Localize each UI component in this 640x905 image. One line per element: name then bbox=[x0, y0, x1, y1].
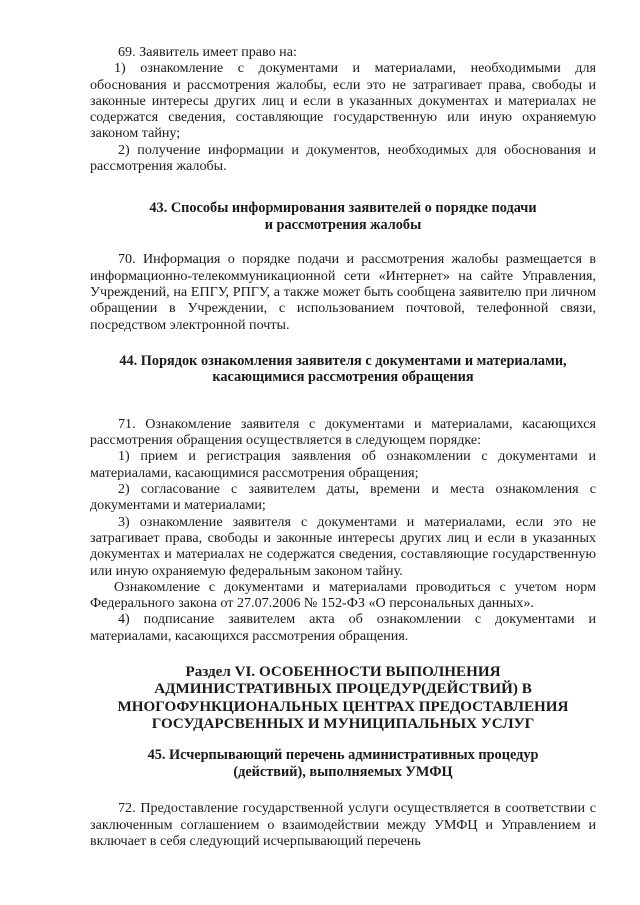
section-6-line-2: АДМИНИСТРАТИВНЫХ ПРОЦЕДУР(ДЕЙСТВИЙ) В bbox=[154, 681, 532, 698]
heading-44 bbox=[90, 353, 596, 386]
paragraph-71-item-4: 4) подписание заявителем акта об ознакомлении с документами и материалами, касающихся рассмотрения обращения. bbox=[90, 611, 596, 644]
paragraph-71-lead: 71. Ознакомление заявителя с документами и материалами, касающихся рассмотрения обращения осуществляется в следующем порядке: bbox=[90, 415, 596, 449]
paragraph-71-item-1: 1) прием и регистрация заявления об ознакомлении с документами и материалами, касающимися рассмотрения обращения; bbox=[90, 448, 596, 481]
heading-44-line-2: касающимися рассмотрения обращения bbox=[212, 369, 474, 386]
section-6-line-1: Раздел VI. ОСОБЕННОСТИ ВЫПОЛНЕНИЯ bbox=[185, 664, 501, 681]
paragraph-69-lead: 69. Заявитель имеет право на: bbox=[118, 44, 297, 60]
section-6-heading bbox=[90, 664, 596, 733]
heading-43-line-1: 43. Способы информирования заявителей о порядке подачи bbox=[149, 200, 537, 217]
heading-43 bbox=[90, 200, 596, 233]
paragraph-69-item-2: 2) получение информации и документов, необходимых для обоснования и рассмотрения жалобы. bbox=[90, 141, 596, 175]
heading-45 bbox=[90, 747, 596, 780]
paragraph-71-item-3: 3) ознакомление заявителя с документами и материалами, если это не затрагивает права, свободы и законные интересы других лиц и если в указанных документах и материалах не содержатся сведения, составляющие государственную или иную охраняемую федеральным законом тайну. bbox=[90, 513, 596, 579]
heading-45-line-1: 45. Исчерпывающий перечень административных процедур bbox=[147, 747, 539, 764]
heading-45-line-2: (действий), выполняемых УМФЦ bbox=[233, 763, 453, 780]
section-6-line-4: ГОСУДАРСВЕННЫХ И МУНИЦИПАЛЬНЫХ УСЛУГ bbox=[151, 715, 535, 732]
heading-43-line-2: и рассмотрения жалобы bbox=[264, 216, 422, 233]
document-body bbox=[90, 44, 596, 849]
heading-44-line-1: 44. Порядок ознакомления заявителя с документами и материалами, bbox=[119, 352, 567, 369]
paragraph-70: 70. Информация о порядке подачи и рассмотрения жалобы размещается в информационно-телекоммуникационной сети «Интернет» на сайте Управления, Учреждений, на ЕПГУ, РПГУ, а также может быть сообщена заявителю при личном обращении в Учреждении, с использованием почтовой, телефонной связи, посредством электронной почты. bbox=[90, 251, 596, 333]
paragraph-71-note: Ознакомление с документами и материалами проводиться с учетом норм Федерального закона от 27.07.2006 № 152-ФЗ «О персональных данных». bbox=[90, 578, 596, 612]
section-6-line-3: МНОГОФУНКЦИОНАЛЬНЫХ ЦЕНТРАХ ПРЕДОСТАВЛЕНИЯ bbox=[117, 698, 569, 715]
paragraph-71-item-2: 2) согласование с заявителем даты, времени и места ознакомления с документами и материалами; bbox=[90, 481, 596, 514]
paragraph-72: 72. Предоставление государственной услуги осуществляется в соответствии с заключенным соглашением о взаимодействии между УМФЦ и Управлением и включает в себя следующий исчерпывающий перечень bbox=[90, 800, 596, 849]
paragraph-69-item-1: 1) ознакомление с документами и материалами, необходимыми для обоснования и рассмотрения жалобы, если это не затрагивает права, свободы и законные интересы других лиц и если в указанных документах и материалах не содержатся сведения, составляющие государственную или иную охраняемую законом тайну; bbox=[90, 60, 596, 142]
